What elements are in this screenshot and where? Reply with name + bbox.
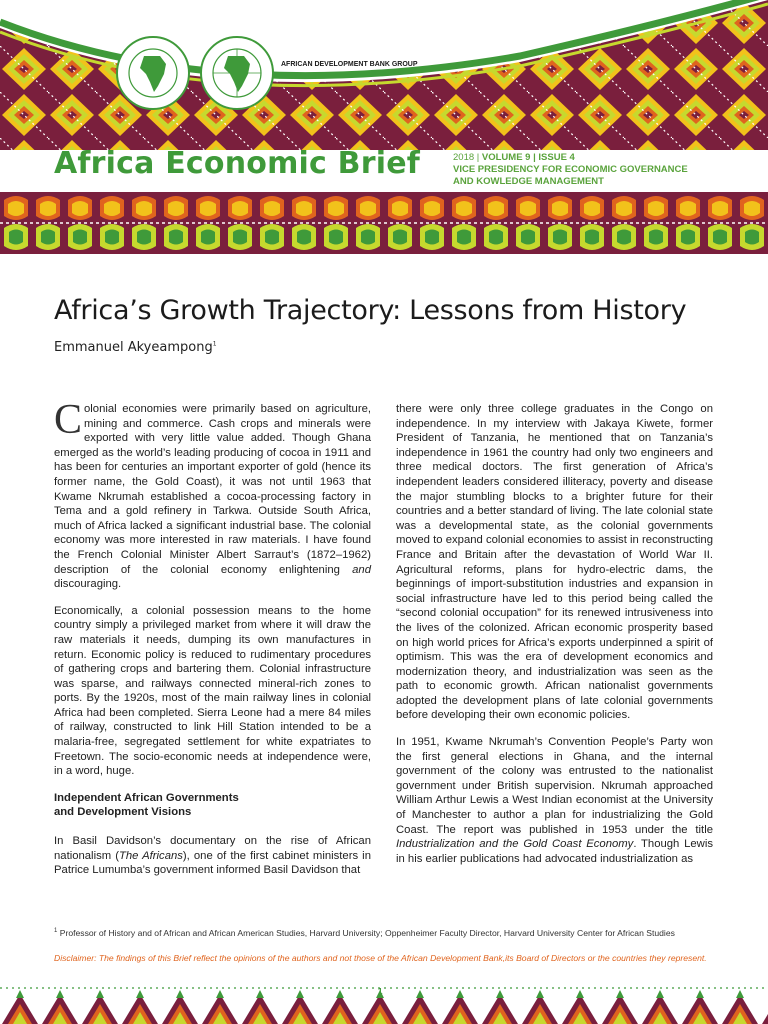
adb-logo: [114, 34, 192, 112]
article-column-left: [54, 397, 371, 890]
adb-emblem-icon: [114, 34, 192, 112]
footer-pattern: [0, 976, 768, 1024]
page-number: 1: [378, 987, 383, 996]
paragraph-3-italic: The Africans: [118, 849, 183, 862]
adf-emblem-icon: [198, 34, 276, 112]
drop-cap: C: [54, 397, 83, 443]
paragraph-1-italic: and: [352, 563, 371, 576]
paragraph-2: Economically, a colonial possession means to the home country simply a privileged market from where it will draw the raw materials it needs, dumping its own manufactures in return. Economic policy is reduced to rudimentary procedures of gathering crops and bartering them. Colonial infrastructure was sparse, and railways connected mineral-rich zones to ports. By the 1920s, most of the main railway lines in colonial Africa had been completed. Sierra Leone had a mere 84 miles of railway, constructed to link Hill Station intended to be a malaria-free, segregated settlement for white expatriates to Freetown. The socio-economic needs at independence were, in a word, huge.: [54, 604, 371, 778]
section-heading-line1: Independent African Governments: [54, 791, 239, 804]
section-heading: [54, 791, 371, 820]
article-column-right: [396, 402, 713, 878]
brief-title: Africa Economic Brief: [54, 146, 420, 181]
adf-logo: [198, 34, 276, 112]
paragraph-5: [396, 735, 713, 866]
article-author: [54, 340, 217, 355]
author-name: Emmanuel Akyeampong: [54, 340, 213, 355]
issue-department: AND KOWLEDGE MANAGEMENT: [453, 176, 604, 187]
section-heading-line2: and Development Visions: [54, 806, 192, 819]
author-footnote-mark: 1: [212, 340, 217, 348]
paragraph-4: there were only three college graduates in the Congo on independence. In my interview with Jakaya Kiwete, former President of Tanzania, he mentioned that on Tanzania’s independence in 1961 the country had only two engineers and three medical doctors. The first generation of Africa’s independent leaders considered illiteracy, poverty and disease the major stumbling blocks to a brighter future for their countries and a better standard of living. The late colonial state was a developmental state, as the colonial governments moved to expand colonial economies to assist in reconstructing France and Britain after the devastation of World War II. Agricultural reforms, plans for hydro-electric dams, the beginnings of import-substitution industries and expansion in social infrastructure have led to this period being called the “second colonial occupation” for its renewed intrusiveness into the lives of the colonized. African economic prosperity based on high world prices for Africa’s exports underpinned a spirit of optimism. This was the era of development economics and modernization theory, and industrialization was seen as the path to economic growth. African nationalist governments adopted the development plans of late colonial governments before developing their own economic policies.: [396, 403, 713, 722]
paragraph-3-end: ), one of the first cabinet ministers in Patrice Lumumba’s government informed Basil Davidson that: [54, 849, 371, 877]
article-title: Africa’s Growth Trajectory: Lessons from History: [54, 295, 687, 326]
paragraph-5-text: In 1951, Kwame Nkrumah’s Convention People’s Party won the first general elections in Ghana, and the internal government of the colony was entrusted to the nationalist government under British supervision. Nkrumah approached William Arthur Lewis a West Indian economist at the University of Manchester to author a plan for industrializing the Gold Coast. The report was published in 1953 under the title: [396, 736, 713, 836]
paragraph-5-italic: Industrialization and the Gold Coast Economy: [396, 838, 634, 851]
issue-volume: VOLUME 9 | ISSUE 4: [481, 152, 575, 163]
paragraph-1: [54, 397, 371, 592]
paragraph-3-text: In Basil Davidson’s documentary on the rise of African nationalism (: [54, 835, 371, 862]
footnote-mark: 1: [54, 928, 58, 934]
footnote: [54, 926, 719, 938]
bank-group-name: AFRICAN DEVELOPMENT BANK GROUP: [281, 61, 418, 68]
disclaimer: Disclaimer: The findings of this Brief reflect the opinions of the authors and not those of the African Development Bank,its Board of Directors or the countries they represent.: [54, 953, 707, 963]
footnote-text: Professor of History and of African and African American Studies, Harvard University; Oppenheimer Faculty Director, Harvard University Center for African Studies: [59, 927, 675, 938]
paragraph-1-text: olonial economies were primarily based on agriculture, mining and commerce. Cash crops and minerals were exported with very little value added. Though Ghana emerged as the world’s leading producing of cocoa in 1911 and has been for centuries an important exporter of gold (hence its former name, the Gold Coast), it was not until 1963 that Kwame Nkrumah established a cocoa-processing factory in Tema and a gold refinery in Tarkwa. Outside South Africa, much of Africa lacked a significant industrial base. The colonial economy was more interested in raw materials. I have found the French Colonial Minister Albert Sarraut’s (1872–1962) description of the colonial economy enlightening: [54, 403, 371, 576]
paragraph-1-end: discouraging.: [54, 578, 122, 591]
issue-vice-presidency: VICE PRESIDENCY FOR ECONOMIC GOVERNANCE: [453, 164, 688, 175]
issue-info: [453, 152, 688, 188]
pattern-band: [0, 192, 768, 254]
paragraph-5-end: . Though Lewis in his earlier publications had advocated industrialization as: [396, 838, 713, 865]
paragraph-3: [54, 834, 371, 878]
issue-year: 2018 |: [453, 152, 482, 163]
